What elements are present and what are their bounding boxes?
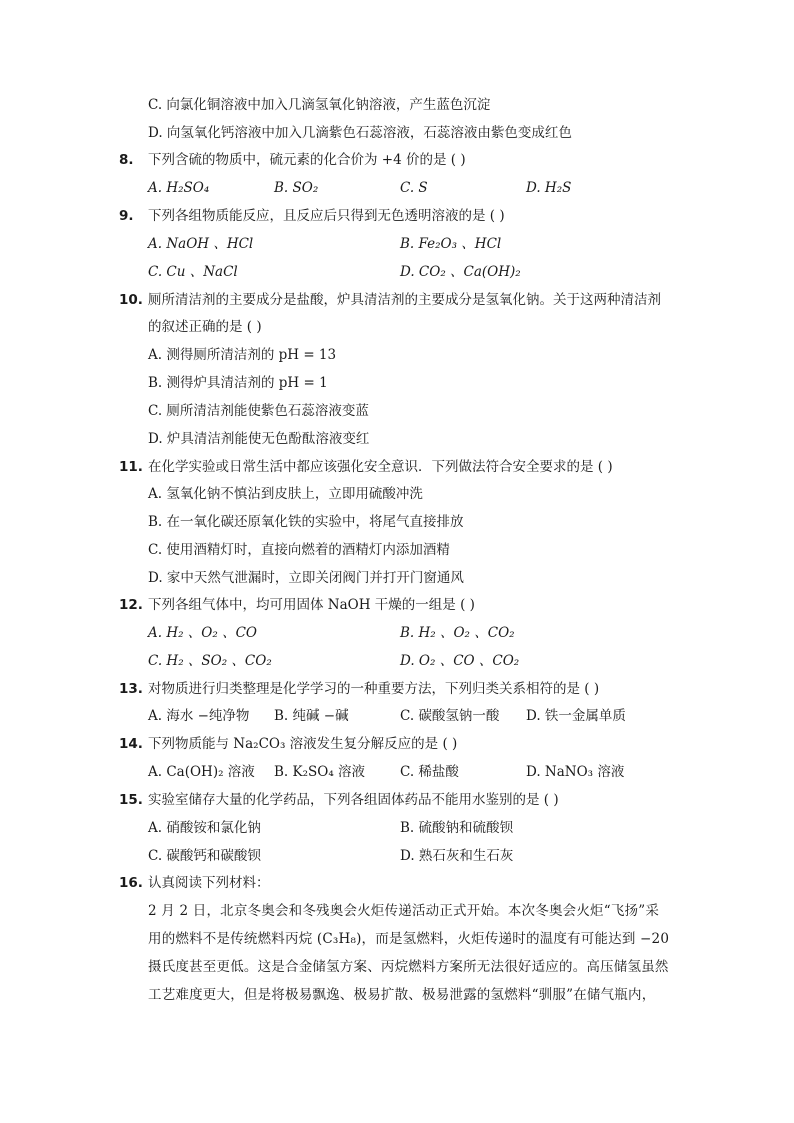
q9-option-b: B. Fe₂O₃ 、HCl: [400, 236, 502, 252]
q16-paragraph-line4: 工艺难度更大，但是将极易飘逸、极易扩散、极易泄露的氢燃料“驯服”在储气瓶内，: [148, 987, 656, 1003]
q10-option-c: C. 厕所清洁剂能使紫色石蕊溶液变蓝: [148, 403, 369, 419]
q11-number: 11.: [119, 459, 143, 475]
q14-option-c: C. 稀盐酸: [400, 764, 459, 780]
q14-number: 14.: [119, 736, 143, 752]
q8-option-d: D. H₂S: [526, 180, 572, 196]
q15-option-d: D. 熟石灰和生石灰: [400, 848, 514, 864]
q12-stem: 下列各组气体中，均可用固体 NaOH 干燥的一组是 ( ): [148, 597, 475, 613]
q10-number: 10.: [119, 292, 143, 308]
q13-number: 13.: [119, 681, 143, 697]
q9-stem: 下列各组物质能反应，且反应后只得到无色透明溶液的是 ( ): [148, 208, 505, 224]
q12-option-d: D. O₂ 、CO 、CO₂: [400, 653, 520, 669]
q15-option-a: A. 硝酸铵和氯化钠: [148, 820, 261, 836]
q15-option-b: B. 硫酸钠和硫酸钡: [400, 820, 514, 836]
q8-stem: 下列含硫的物质中，硫元素的化合价为 +4 价的是 ( ): [148, 152, 466, 168]
q12-number: 12.: [119, 597, 143, 613]
q13-option-c: C. 碳酸氢钠一酸: [400, 708, 500, 724]
q13-option-a: A. 海水 −纯净物: [148, 708, 250, 724]
q9-option-c: C. Cu 、NaCl: [148, 264, 238, 280]
q7-option-c: C. 向氯化铜溶液中加入几滴氢氧化钠溶液，产生蓝色沉淀: [148, 97, 491, 113]
q14-option-a: A. Ca(OH)₂ 溶液: [148, 764, 255, 780]
q15-stem: 实验室储存大量的化学药品，下列各组固体药品不能用水鉴别的是 ( ): [148, 792, 559, 808]
q7-option-d: D. 向氢氧化钙溶液中加入几滴紫色石蕊溶液，石蕊溶液由紫色变成红色: [148, 125, 572, 141]
q9-option-d: D. CO₂ 、Ca(OH)₂: [400, 264, 521, 280]
q8-option-c: C. S: [400, 180, 428, 196]
q10-option-a: A. 测得厕所清洁剂的 pH = 13: [148, 347, 337, 363]
q11-option-b: B. 在一氧化碳还原氧化铁的实验中，将尾气直接排放: [148, 514, 464, 530]
q9-option-a: A. NaOH 、HCl: [148, 236, 254, 252]
q8-option-a: A. H₂SO₄: [148, 180, 210, 196]
q14-stem: 下列物质能与 Na₂CO₃ 溶液发生复分解反应的是 ( ): [148, 736, 458, 752]
q8-option-b: B. SO₂: [274, 180, 319, 196]
q9-number: 9.: [119, 208, 134, 224]
q11-option-c: C. 使用酒精灯时，直接向燃着的酒精灯内添加酒精: [148, 542, 450, 558]
q10-stem-line1: 厕所清洁剂的主要成分是盐酸，炉具清洁剂的主要成分是氢氧化钠。关于这两种清洁剂: [148, 292, 661, 308]
q11-option-d: D. 家中天然气泄漏时，立即关闭阀门并打开门窗通风: [148, 570, 464, 586]
q13-option-b: B. 纯碱 −碱: [274, 708, 349, 724]
q10-option-d: D. 炉具清洁剂能使无色酚酞溶液变红: [148, 431, 370, 447]
q16-number: 16.: [119, 875, 143, 891]
q12-option-b: B. H₂ 、O₂ 、CO₂: [400, 625, 515, 641]
q16-paragraph-line3: 摄氏度甚至更低。这是合金储氢方案、丙烷燃料方案所无法很好适应的。高压储氢虽然: [148, 959, 669, 975]
q12-option-c: C. H₂ 、SO₂ 、CO₂: [148, 653, 272, 669]
q14-option-b: B. K₂SO₄ 溶液: [274, 764, 366, 780]
q11-option-a: A. 氢氧化钠不慎沾到皮肤上，立即用硫酸冲洗: [148, 486, 423, 502]
q10-stem-line2: 的叙述正确的是 ( ): [148, 319, 262, 335]
q12-option-a: A. H₂ 、O₂ 、CO: [148, 625, 257, 641]
q15-number: 15.: [119, 792, 143, 808]
q13-option-d: D. 铁一金属单质: [526, 708, 626, 724]
q16-paragraph-line2: 用的燃料不是传统燃料丙烷 (C₃H₈)，而是氢燃料，火炬传递时的温度有可能达到 −20: [148, 931, 670, 947]
q10-option-b: B. 测得炉具清洁剂的 pH = 1: [148, 375, 328, 391]
q16-paragraph-line1: 2 月 2 日，北京冬奥会和冬残奥会火炬传递活动正式开始。本次冬奥会火炬“飞扬”采: [148, 903, 660, 919]
q11-stem: 在化学实验或日常生活中都应该强化安全意识．下列做法符合安全要求的是 ( ): [148, 459, 613, 475]
q13-stem: 对物质进行归类整理是化学学习的一种重要方法，下列归类关系相符的是 ( ): [148, 681, 600, 697]
q15-option-c: C. 碳酸钙和碳酸钡: [148, 848, 261, 864]
q14-option-d: D. NaNO₃ 溶液: [526, 764, 625, 780]
q16-stem: 认真阅读下列材料：: [148, 875, 270, 891]
q8-number: 8.: [119, 152, 134, 168]
